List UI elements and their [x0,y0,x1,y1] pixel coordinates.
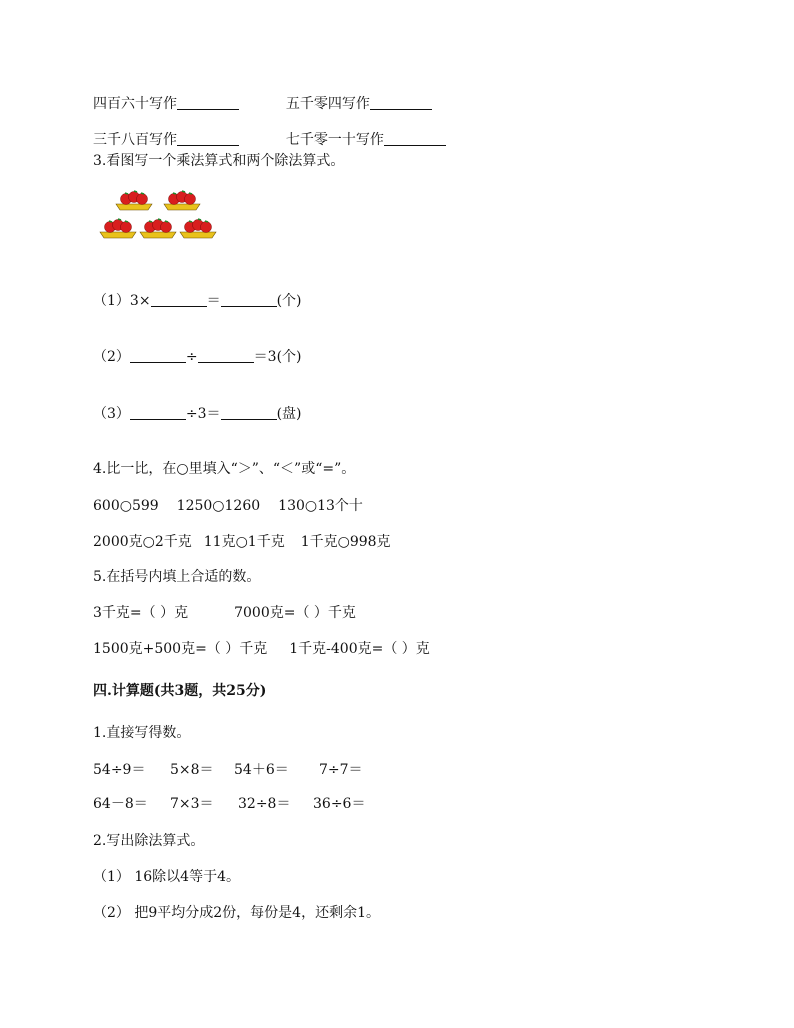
write-row-1 [93,95,432,113]
expr-text: (个) [276,293,302,309]
answer-blank[interactable] [370,95,432,110]
apple-plate [100,219,136,238]
answer-blank[interactable] [151,292,207,307]
apple-plates-figure [98,188,218,248]
answer-blank[interactable] [198,348,254,363]
answer-blank[interactable] [384,131,446,146]
calc2-item-1: （1） 16除以4等于4。 [93,869,240,885]
compare-item: 1250○1260 [176,498,261,514]
expr-text: (盘) [276,406,302,422]
compare-item: 11克○1千克 [203,534,285,550]
write-prompt-460: 四百六十写作 [93,96,177,112]
expr-text: 3× [129,293,151,309]
compare-item: 1千克○998克 [300,534,391,550]
part-number: （1） [93,293,130,309]
calc-item: 54＋6＝ [234,762,289,778]
compare-item: 600○599 [93,498,159,514]
write-prompt-3800: 三千八百写作 [93,132,177,148]
write-prompt-5004: 五千零四写作 [285,96,370,112]
q3-part-1 [93,292,302,310]
calc1-row-2 [93,795,365,813]
calc-item: 32÷8＝ [238,796,291,812]
write-prompt-7010: 七千零一十写作 [285,132,384,148]
q3-title: 3.看图写一个乘法算式和两个除法算式。 [93,153,345,169]
calc-item: 64－8＝ [93,796,148,812]
apple-plate [140,219,176,238]
calc-item: 5×8＝ [170,762,214,778]
answer-blank[interactable] [130,405,186,420]
answer-blank[interactable] [177,131,239,146]
apple-plate [116,191,152,210]
answer-blank[interactable] [221,405,277,420]
calc-item: 54÷9＝ [93,762,146,778]
apple-plate [180,219,216,238]
calc-item: 36÷6＝ [313,796,366,812]
fill-item: 3千克=（ ）克 [93,605,189,621]
section-heading: 四.计算题(共3题，共25分) [93,683,267,699]
compare-item: 130○13个十 [278,498,363,514]
q3-part-3 [93,405,302,423]
q4-row-2 [93,533,391,551]
calc-item: 7÷7＝ [319,762,363,778]
apple-plate [164,191,200,210]
q5-row-2 [93,640,430,658]
q3-part-2 [93,348,302,366]
calc2-title: 2.写出除法算式。 [93,833,205,849]
expr-text: ＝ [206,293,221,309]
write-row-2 [93,131,446,149]
answer-blank[interactable] [177,95,239,110]
calc1-row-1 [93,761,363,779]
calc1-title: 1.直接写得数。 [93,725,191,741]
expr-text: ÷3＝ [185,406,221,422]
part-number: （2） [93,349,130,365]
expr-text: ÷ [185,349,198,365]
expr-text: ＝3(个) [253,349,302,365]
fill-item: 1500克+500克=（ ）千克 [93,641,268,657]
answer-blank[interactable] [221,292,277,307]
part-number: （3） [93,406,130,422]
calc-item: 7×3＝ [170,796,214,812]
fill-item: 1千克-400克=（ ）克 [289,641,430,657]
calc2-item-2: （2） 把9平均分成2份，每份是4，还剩余1。 [93,905,380,921]
q5-title: 5.在括号内填上合适的数。 [93,569,261,585]
fill-item: 7000克=（ ）千克 [234,605,356,621]
answer-blank[interactable] [130,348,186,363]
q5-row-1 [93,604,356,622]
q4-title: 4.比一比，在○里填入“＞”、“＜”或“=”。 [93,461,356,477]
q4-row-1 [93,497,363,515]
compare-item: 2000克○2千克 [93,534,192,550]
